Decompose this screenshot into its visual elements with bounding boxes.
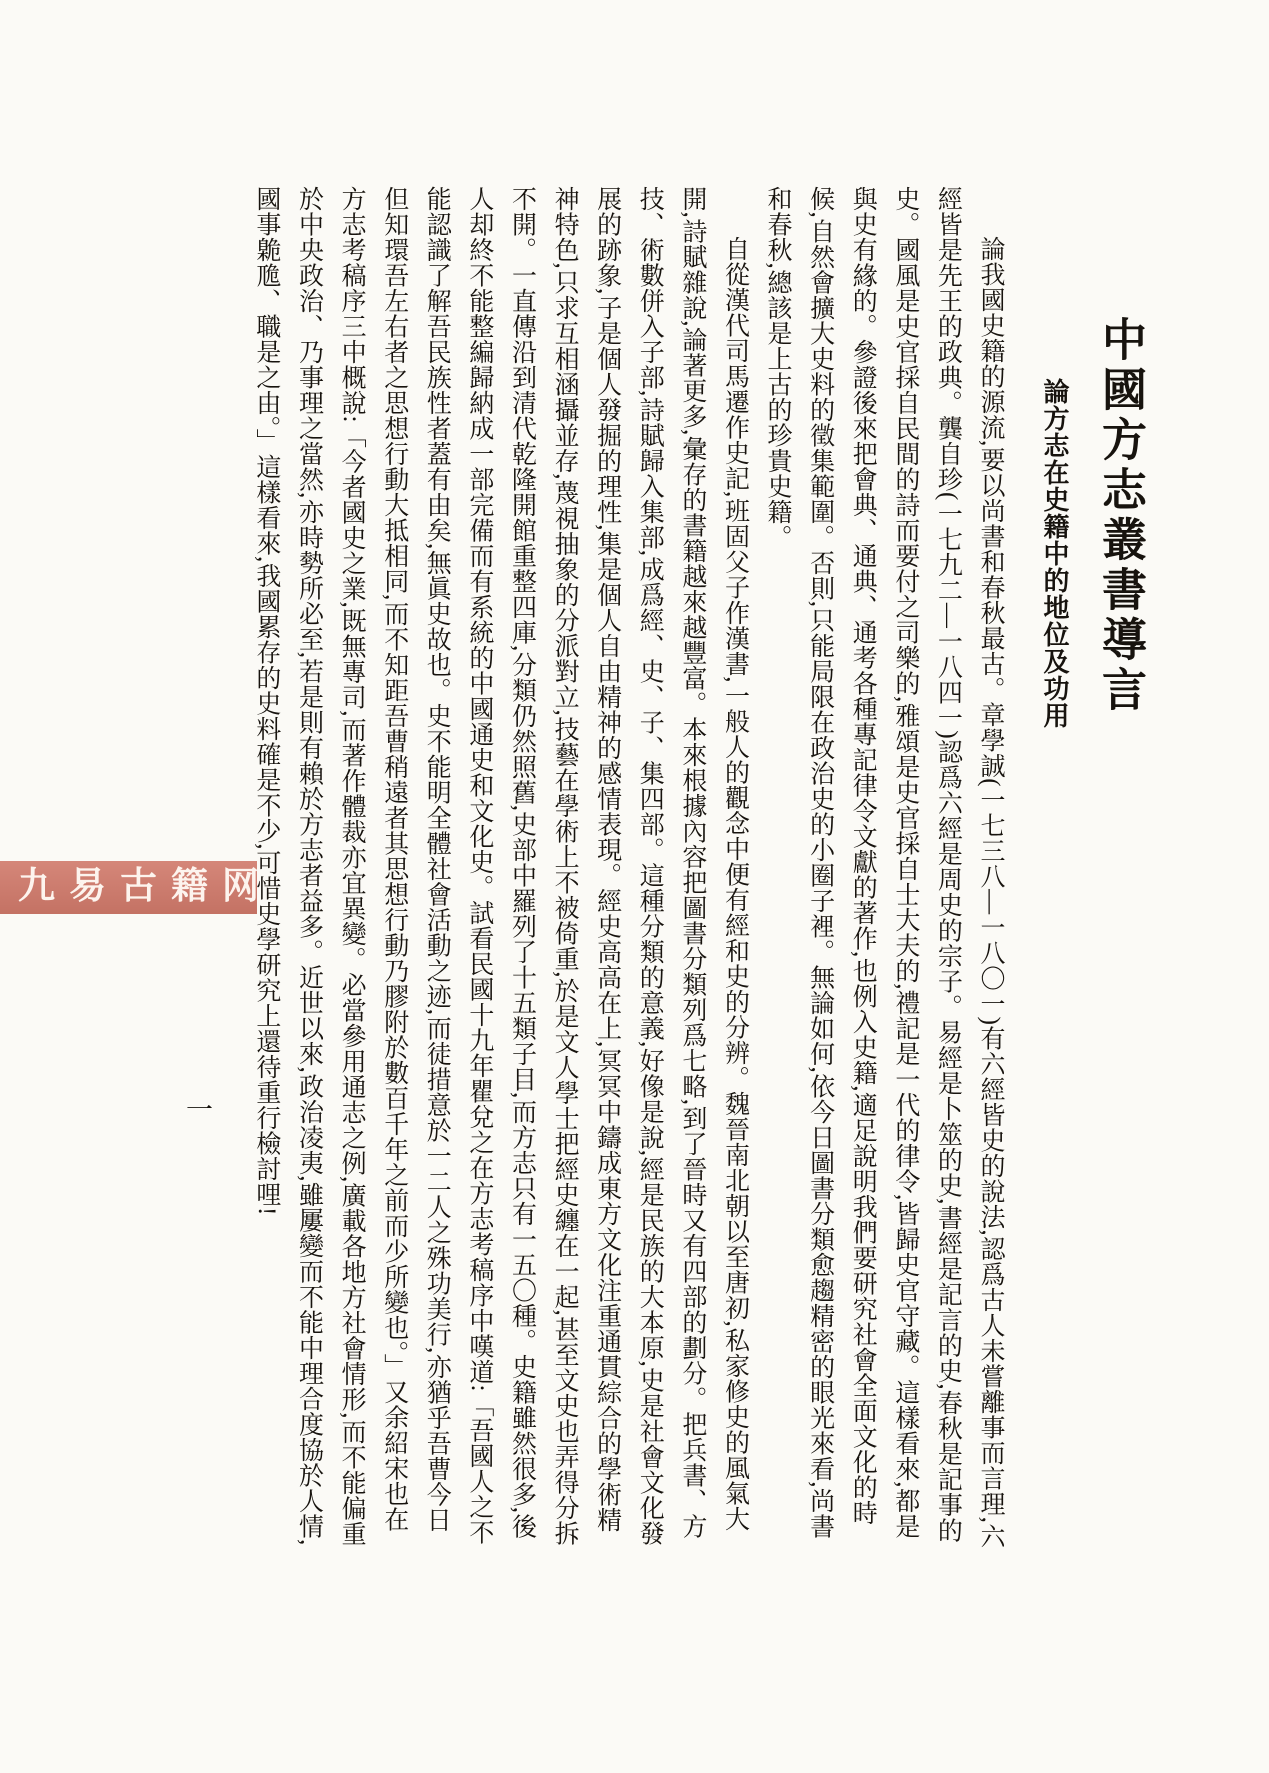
page-title: 中國方志叢書導言 xyxy=(1095,316,1145,716)
page-subtitle: 論方志在史籍中的地位及功用 xyxy=(1040,378,1069,729)
paragraph-2: 自從漢代司馬遷作史記,班固父子作漢書,一般人的觀念中便有經和史的分辨。魏晉南北朝以至唐初,私家修史的風氣大開,詩賦雜說,論著更多,彙存的書籍越來越豐富。本來根據內容把圖書分類列爲七略,到了晉時又有四部的劃分。把兵書、方技、術數併入子部,詩賦歸入集部,成爲經、史、子、集四部。這種分類的意義,好像是說,經是民族的大本原,史是社會文化發展的跡象,子是個人發掘的理性,集是個人自由精神的感情表現。經史高高在上,冥冥中鑄成東方文化注重通貫綜合的學術精神特色,只求互相涵攝並存,蔑視抽象的分派對立,技藝在學術上不被倚重,於是文人學士把經史纏在一起,甚至文史也弄得分拆不開。一直傳沿到清代乾隆開館重整四庫,分類仍然照舊,史部中羅列了十五類子目,而方志只有一五〇種。史籍雖然很多,後人却終不能整編歸納成一部完備而有系統的中國通史和文化史。試看民國十九年瞿兌之在方志考稿序中嘆道:「吾國人之不能認識了解吾民族性者蓋有由矣,無眞史故也。史不能明全體社會活動之迹,而徒措意於一二人之殊功美行,亦猶乎吾曹今日但知環吾左右者之思想行動大抵相同,而不知距吾曹稍遠者其思想行動乃膠附於數百千年之前而少所變也。」又余紹宋也在方志考稿序三中概說:「今者國史之業,既無專司,而著作體裁亦宜異變。必當參用通志之例,廣載各地方社會情形,而不能偏重於中央政治、乃事理之當然,亦時勢所必至,若是則有賴於方志者益多。近世以來,政治凌夷,雖屢變而不能中理合度協於人情,國事臲卼、職是之由。」這樣看來,我國累存的史料確是不少,可惜史學研究上還待重行檢討哩! xyxy=(252,186,749,1547)
paragraph-1: 論我國史籍的源流,要以尚書和春秋最古。章學誠(一七三八—一八〇一)有六經皆史的說法,認爲古人未嘗離事而言理,六經皆是先王的政典。龔自珍(一七九二—一八四一)認爲六經是周史的宗子。易經是卜筮的史,書經是記言的史,春秋是記事的史。國風是史官採自民間的詩而要付之司樂的,雅頌是史官採自士大夫的,禮記是一代的律令,皆歸史官守藏。這樣看來,都是與史有緣的。參證後來把會典、通典、通考各種專記律令文獻的著作,也例入史籍,適足說明我們要研究社會全面文化的時候,自然會擴大史料的徵集範圍。否則,只能局限在政治史的小圈子裡。無論如何,依今日圖書分類愈趨精密的眼光來看,尚書和春秋,總該是上古的珍貴史籍。 xyxy=(764,186,1004,1549)
page-number: 一 xyxy=(186,1095,213,1125)
watermark-band xyxy=(0,861,273,914)
watermark-text: 九易古籍网 xyxy=(18,866,273,907)
body-text xyxy=(244,186,1011,1550)
